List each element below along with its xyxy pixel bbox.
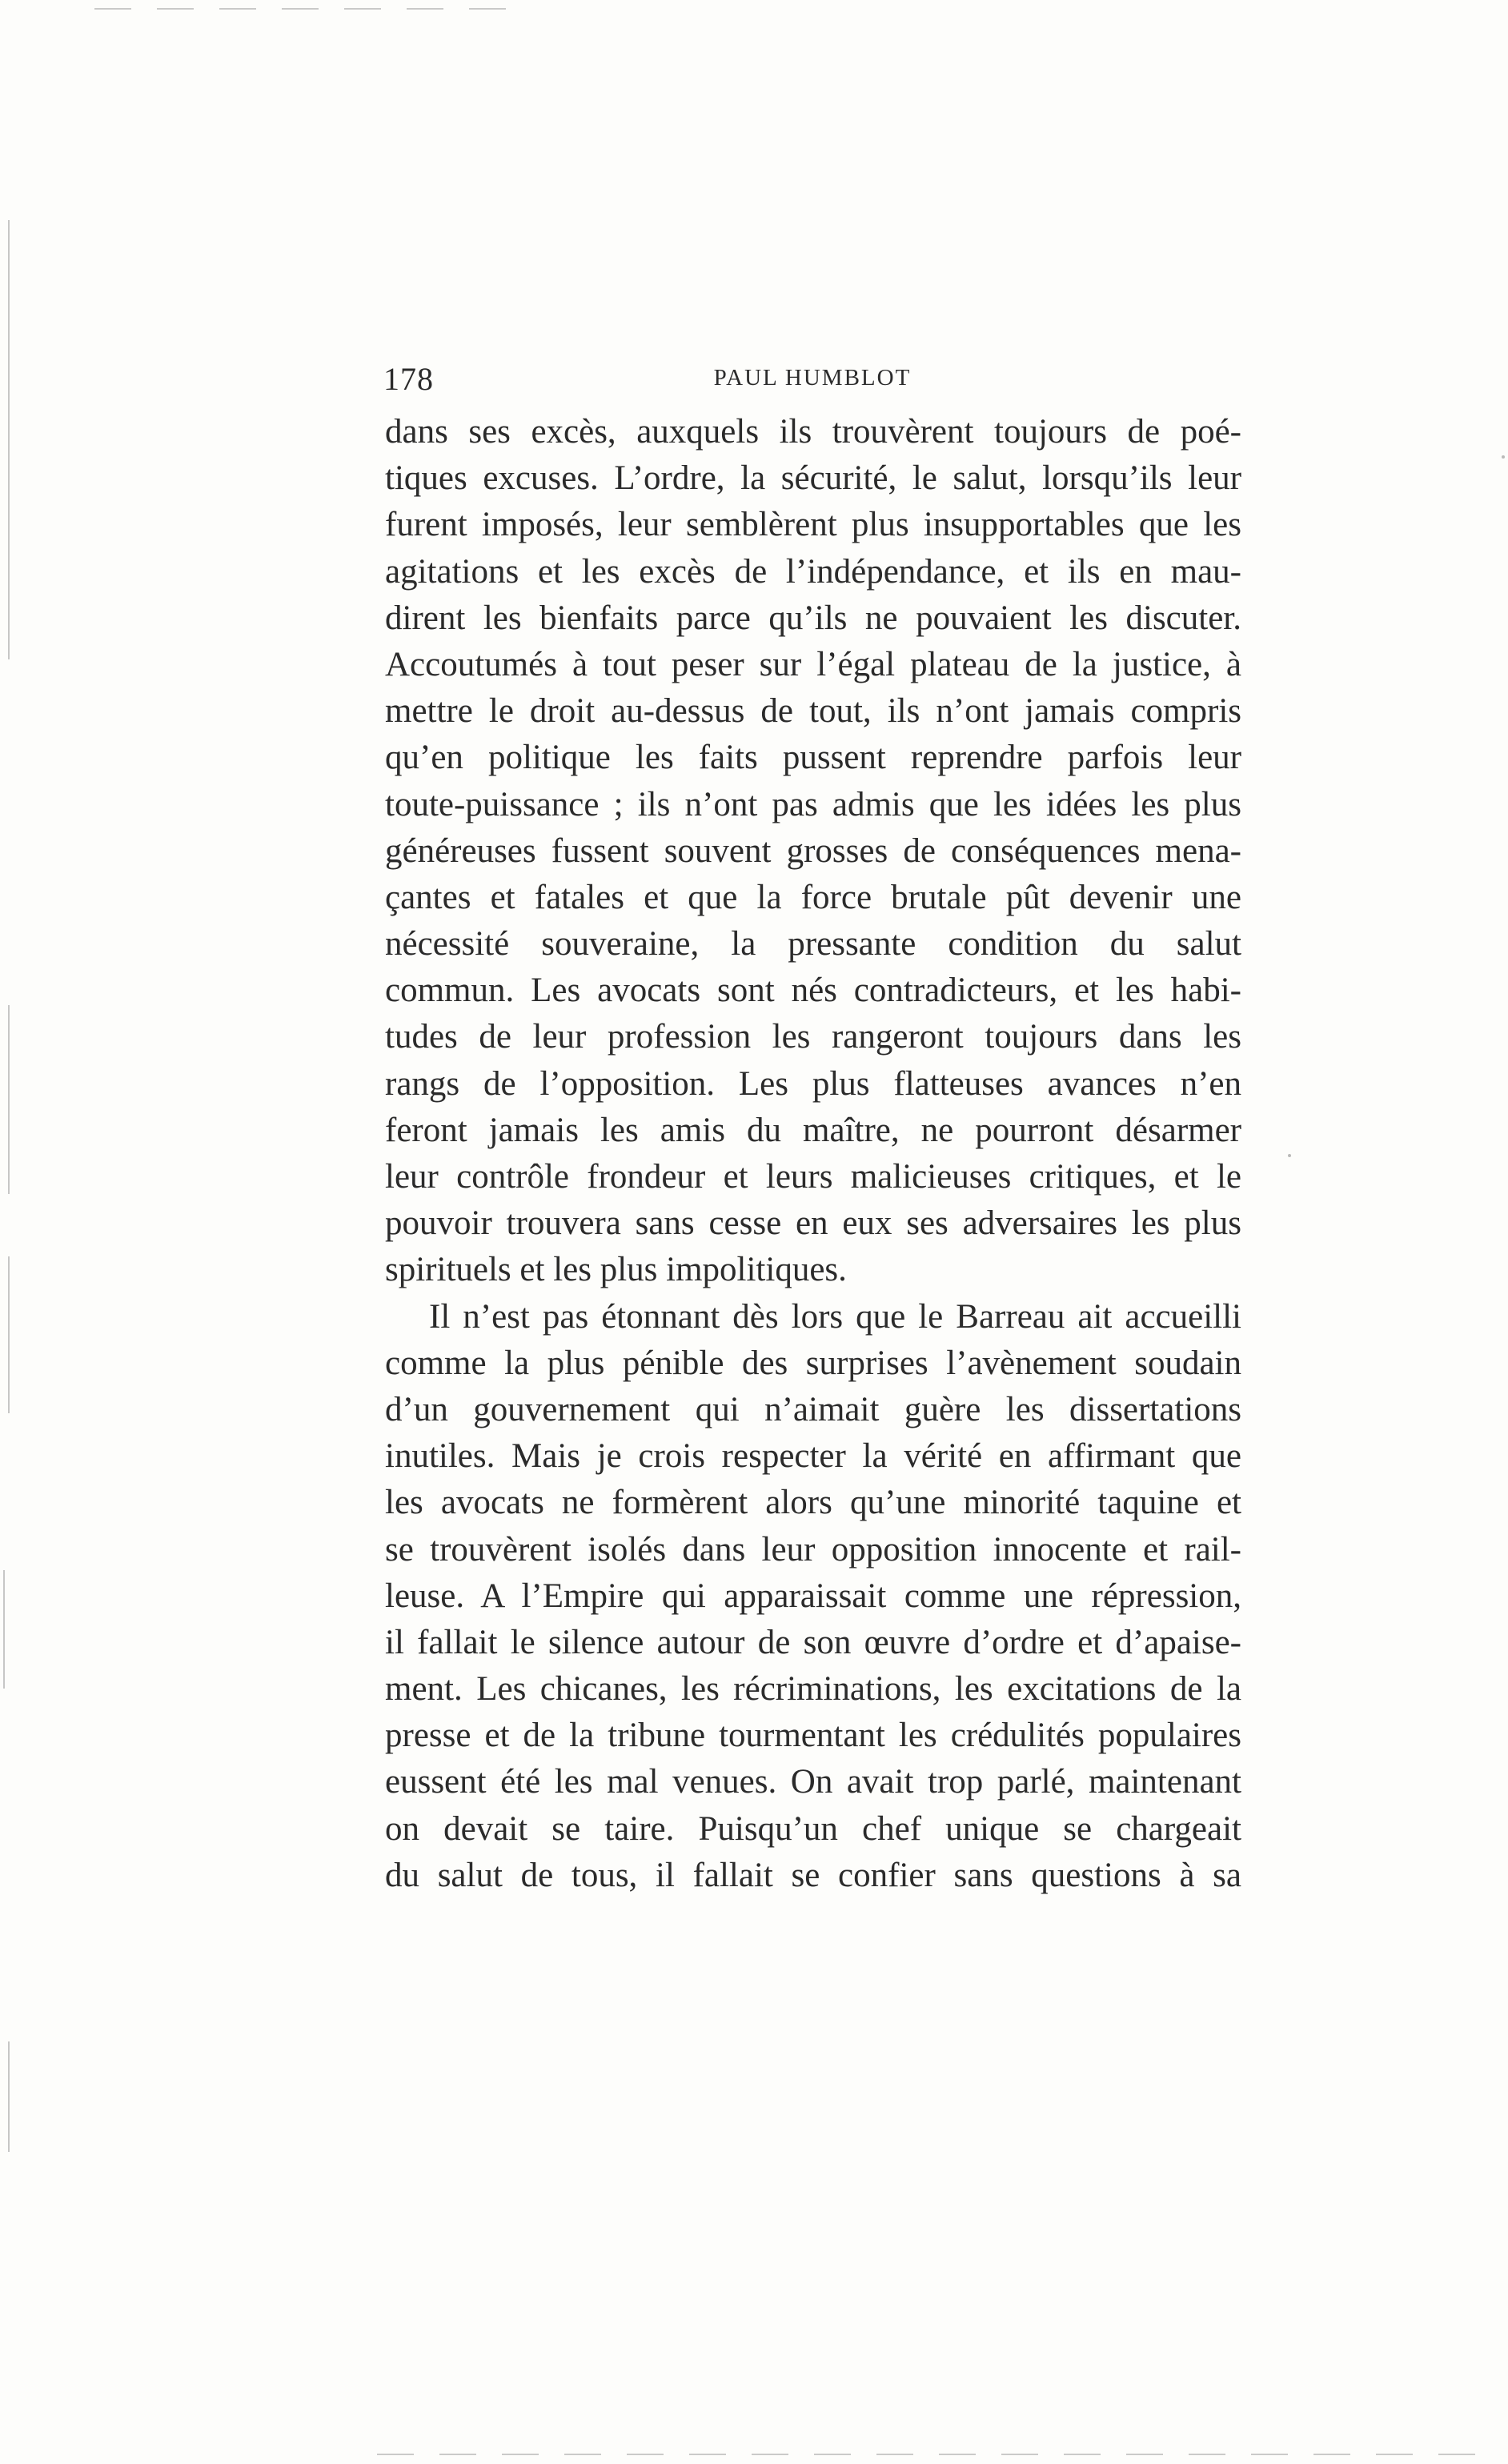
text-line: eussent été les mal venues. On avait trop parlé, maintenant: [385, 1763, 1241, 1801]
paragraph: [385, 1294, 1241, 1899]
text-line: rangs de l’opposition. Les plus flatteuses avances n’en: [385, 1064, 1241, 1103]
text-line: dirent les bienfaits parce qu’ils ne pouvaient les discuter.: [385, 599, 1241, 637]
body-text: [385, 409, 1241, 1899]
text-line: d’un gouvernement qui n’aimait guère les dissertations: [385, 1390, 1241, 1428]
scan-left-edge-mark: [8, 1256, 10, 1413]
text-line: il fallait le silence autour de son œuvre d’ordre et d’apaise-: [385, 1623, 1241, 1661]
text-line: furent imposés, leur semblèrent plus insupportables que les: [385, 506, 1241, 544]
text-line: qu’en politique les faits pussent reprendre parfois leur: [385, 739, 1241, 777]
scan-speck: [1502, 455, 1505, 459]
text-line: comme la plus pénible des surprises l’avènement soudain: [385, 1344, 1241, 1382]
text-line: spirituels et les plus impolitiques.: [385, 1251, 847, 1289]
scan-speck: [1288, 1154, 1291, 1157]
running-title: PAUL HUMBLOT: [713, 365, 912, 391]
text-line: du salut de tous, il fallait se confier sans questions à sa: [385, 1856, 1241, 1894]
scan-top-edge-mark: [94, 8, 519, 10]
text-line: se trouvèrent isolés dans leur opposition innocente et rail-: [385, 1530, 1241, 1569]
text-line: nécessité souveraine, la pressante condition du salut: [385, 925, 1241, 964]
scan-left-edge-mark: [8, 1005, 10, 1194]
text-line: tiques excuses. L’ordre, la sécurité, le salut, lorsqu’ils leur: [385, 459, 1241, 498]
text-line: feront jamais les amis du maître, ne pourront désarmer: [385, 1111, 1241, 1149]
paragraph: [385, 409, 1241, 1294]
text-line: mettre le droit au-dessus de tout, ils n’ont jamais compris: [385, 692, 1241, 731]
text-line: commun. Les avocats sont nés contradicteurs, et les habi-: [385, 972, 1241, 1010]
text-line: dans ses excès, auxquels ils trouvèrent toujours de poé-: [385, 413, 1241, 451]
scan-left-edge-mark: [8, 2041, 10, 2152]
text-line: Il n’est pas étonnant dès lors que le Barreau ait accueilli: [429, 1297, 1241, 1336]
text-line: leuse. A l’Empire qui apparaissait comme une répression,: [385, 1577, 1241, 1615]
scan-left-edge-mark: [3, 1570, 5, 1689]
text-line: ment. Les chicanes, les récriminations, les excitations de la: [385, 1670, 1241, 1709]
text-line: Accoutumés à tout peser sur l’égal plateau de la justice, à: [385, 645, 1241, 683]
page-number: 178: [383, 361, 434, 397]
text-line: toute-puissance ; ils n’ont pas admis que les idées les plus: [385, 785, 1241, 823]
scan-bottom-edge-mark: [377, 2454, 1498, 2455]
text-line: inutiles. Mais je crois respecter la vérité en affirmant que: [385, 1437, 1241, 1476]
text-line: les avocats ne formèrent alors qu’une minorité taquine et: [385, 1484, 1241, 1522]
text-line: çantes et fatales et que la force brutale pût devenir une: [385, 878, 1241, 916]
text-line: tudes de leur profession les rangeront toujours dans les: [385, 1018, 1241, 1056]
text-line: agitations et les excès de l’indépendance, et ils en mau-: [385, 552, 1241, 591]
scan-left-edge-mark: [8, 220, 10, 659]
running-head: [383, 357, 1241, 399]
text-line: pouvoir trouvera sans cesse en eux ses adversaires les plus: [385, 1204, 1241, 1243]
text-line: on devait se taire. Puisqu’un chef unique se chargeait: [385, 1809, 1241, 1848]
text-line: leur contrôle frondeur et leurs malicieuses critiques, et le: [385, 1158, 1241, 1196]
text-line: généreuses fussent souvent grosses de conséquences mena-: [385, 831, 1241, 870]
text-line: presse et de la tribune tourmentant les crédulités populaires: [385, 1717, 1241, 1755]
